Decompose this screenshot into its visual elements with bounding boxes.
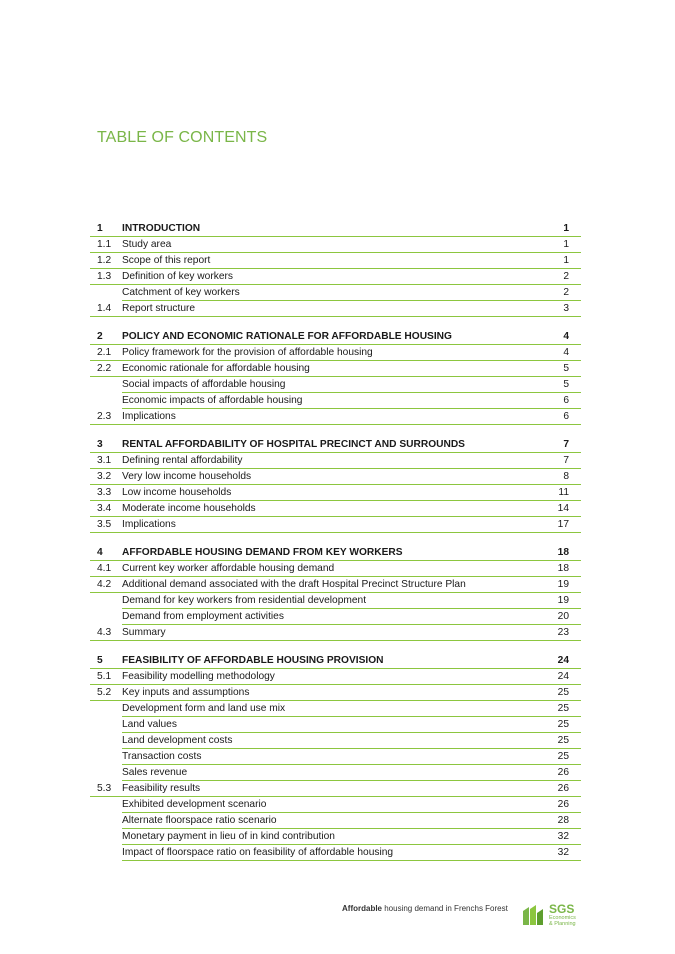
toc-entry[interactable] (90, 301, 581, 317)
toc-entry[interactable] (90, 609, 581, 625)
toc-label: Definition of key workers (122, 269, 541, 285)
toc-page: 7 (541, 437, 581, 453)
toc-label: Land development costs (122, 733, 541, 749)
toc-entry[interactable] (90, 717, 581, 733)
toc-label: Exhibited development scenario (122, 797, 541, 813)
toc-label: AFFORDABLE HOUSING DEMAND FROM KEY WORKERS (122, 545, 541, 561)
toc-number: 1.1 (90, 237, 122, 253)
section-gap (90, 533, 581, 545)
toc-entry[interactable] (90, 345, 581, 361)
toc-page: 19 (541, 593, 581, 609)
toc-entry[interactable] (90, 485, 581, 501)
toc-number: 2.3 (90, 409, 122, 425)
toc-number: 1.2 (90, 253, 122, 269)
toc-page: 25 (541, 701, 581, 717)
toc-label: Implications (122, 517, 541, 533)
toc-number: 4 (90, 545, 122, 561)
toc-number: 3 (90, 437, 122, 453)
toc-number: 4.1 (90, 561, 122, 577)
toc-entry[interactable] (90, 469, 581, 485)
toc-entry[interactable] (90, 453, 581, 469)
toc-page: 8 (541, 469, 581, 485)
toc-number: 3.1 (90, 453, 122, 469)
toc-label: Very low income households (122, 469, 541, 485)
toc-page: 19 (541, 577, 581, 593)
toc-section-heading[interactable] (90, 437, 581, 453)
section-gap (90, 641, 581, 653)
toc-label: RENTAL AFFORDABILITY OF HOSPITAL PRECINCT AND SURROUNDS (122, 437, 541, 453)
toc-entry[interactable] (90, 377, 581, 393)
toc-entry[interactable] (90, 393, 581, 409)
toc-page: 2 (541, 269, 581, 285)
toc-entry[interactable] (90, 253, 581, 269)
toc-section-heading[interactable] (90, 221, 581, 237)
toc-page: 25 (541, 685, 581, 701)
toc-label: INTRODUCTION (122, 221, 541, 237)
toc-page: 4 (541, 329, 581, 345)
toc-label: Current key worker affordable housing demand (122, 561, 541, 577)
toc-label: Land values (122, 717, 541, 733)
toc-page: 17 (541, 517, 581, 533)
toc-number: 3.2 (90, 469, 122, 485)
toc-label: Social impacts of affordable housing (122, 377, 541, 393)
toc-page: 20 (541, 609, 581, 625)
toc-label: Sales revenue (122, 765, 541, 781)
toc-page: 11 (541, 485, 581, 501)
table-of-contents (90, 221, 581, 861)
sgs-logo (521, 903, 581, 929)
toc-page: 18 (541, 545, 581, 561)
logo-name: SGS (549, 902, 575, 916)
footer-text (342, 904, 508, 913)
toc-page: 28 (541, 813, 581, 829)
toc-label: Implications (122, 409, 541, 425)
toc-label: Additional demand associated with the draft Hospital Precinct Structure Plan (122, 577, 541, 593)
toc-label: Summary (122, 625, 541, 641)
toc-section-heading[interactable] (90, 653, 581, 669)
toc-page: 5 (541, 377, 581, 393)
footer-bold: Affordable (342, 904, 382, 913)
toc-entry[interactable] (90, 797, 581, 813)
toc-number: 4.3 (90, 625, 122, 641)
toc-number: 5 (90, 653, 122, 669)
page-title: TABLE OF CONTENTS (97, 129, 268, 146)
toc-number: 1.4 (90, 301, 122, 317)
toc-label: Key inputs and assumptions (122, 685, 541, 701)
toc-page: 18 (541, 561, 581, 577)
toc-entry[interactable] (90, 501, 581, 517)
toc-page: 23 (541, 625, 581, 641)
toc-section-heading[interactable] (90, 329, 581, 345)
toc-entry[interactable] (90, 685, 581, 701)
toc-entry[interactable] (90, 285, 581, 301)
toc-label: Feasibility modelling methodology (122, 669, 541, 685)
toc-number: 1 (90, 221, 122, 237)
toc-label: Low income households (122, 485, 541, 501)
toc-label: Impact of floorspace ratio on feasibility of affordable housing (122, 845, 541, 861)
toc-entry[interactable] (90, 237, 581, 253)
toc-entry[interactable] (90, 409, 581, 425)
toc-number: 3.3 (90, 485, 122, 501)
section-gap (90, 425, 581, 437)
toc-page: 2 (541, 285, 581, 301)
toc-entry[interactable] (90, 361, 581, 377)
toc-page: 1 (541, 253, 581, 269)
toc-number: 3.4 (90, 501, 122, 517)
toc-label: Scope of this report (122, 253, 541, 269)
toc-entry[interactable] (90, 561, 581, 577)
logo-sub-1: Economics (549, 915, 576, 921)
toc-label: Economic impacts of affordable housing (122, 393, 541, 409)
toc-page: 7 (541, 453, 581, 469)
toc-label: Development form and land use mix (122, 701, 541, 717)
toc-page: 32 (541, 829, 581, 845)
section-gap (90, 317, 581, 329)
toc-entry[interactable] (90, 625, 581, 641)
toc-label: Defining rental affordability (122, 453, 541, 469)
toc-number: 2.1 (90, 345, 122, 361)
toc-entry[interactable] (90, 733, 581, 749)
toc-entry[interactable] (90, 845, 581, 861)
footer-rest: housing demand in Frenchs Forest (382, 904, 508, 913)
toc-number: 2.2 (90, 361, 122, 377)
toc-number: 1.3 (90, 269, 122, 285)
toc-label: Study area (122, 237, 541, 253)
toc-entry[interactable] (90, 813, 581, 829)
toc-label: Moderate income households (122, 501, 541, 517)
toc-entry[interactable] (90, 269, 581, 285)
toc-page: 4 (541, 345, 581, 361)
toc-page: 1 (541, 237, 581, 253)
toc-entry[interactable] (90, 577, 581, 593)
toc-page: 5 (541, 361, 581, 377)
toc-entry[interactable] (90, 517, 581, 533)
toc-label: Monetary payment in lieu of in kind contribution (122, 829, 541, 845)
toc-page: 6 (541, 409, 581, 425)
toc-entry[interactable] (90, 701, 581, 717)
toc-entry[interactable] (90, 781, 581, 797)
toc-number: 4.2 (90, 577, 122, 593)
toc-page: 26 (541, 781, 581, 797)
toc-label: Economic rationale for affordable housing (122, 361, 541, 377)
toc-label: Policy framework for the provision of affordable housing (122, 345, 541, 361)
toc-entry[interactable] (90, 765, 581, 781)
toc-entry[interactable] (90, 593, 581, 609)
toc-number: 3.5 (90, 517, 122, 533)
toc-entry[interactable] (90, 749, 581, 765)
toc-page: 24 (541, 653, 581, 669)
toc-page: 25 (541, 733, 581, 749)
toc-label: Catchment of key workers (122, 285, 541, 301)
toc-section-heading[interactable] (90, 545, 581, 561)
toc-page: 25 (541, 717, 581, 733)
toc-label: POLICY AND ECONOMIC RATIONALE FOR AFFORDABLE HOUSING (122, 329, 541, 345)
toc-page: 6 (541, 393, 581, 409)
logo-subtitle (549, 915, 576, 927)
toc-number: 5.1 (90, 669, 122, 685)
toc-label: Demand from employment activities (122, 609, 541, 625)
toc-number: 5.2 (90, 685, 122, 701)
sgs-logo-icon (521, 905, 545, 927)
toc-number: 5.3 (90, 781, 122, 797)
logo-sub-2: & Planning (549, 921, 576, 927)
toc-entry[interactable] (90, 669, 581, 685)
toc-label: Demand for key workers from residential development (122, 593, 541, 609)
toc-page: 25 (541, 749, 581, 765)
toc-page: 26 (541, 797, 581, 813)
toc-page: 1 (541, 221, 581, 237)
toc-label: Feasibility results (122, 781, 541, 797)
toc-label: Alternate floorspace ratio scenario (122, 813, 541, 829)
toc-page: 26 (541, 765, 581, 781)
toc-label: FEASIBILITY OF AFFORDABLE HOUSING PROVISION (122, 653, 541, 669)
toc-page: 14 (541, 501, 581, 517)
toc-number (90, 859, 122, 861)
toc-label: Transaction costs (122, 749, 541, 765)
toc-page: 24 (541, 669, 581, 685)
toc-entry[interactable] (90, 829, 581, 845)
toc-number: 2 (90, 329, 122, 345)
toc-label: Report structure (122, 301, 541, 317)
toc-page: 3 (541, 301, 581, 317)
toc-page: 32 (541, 845, 581, 861)
